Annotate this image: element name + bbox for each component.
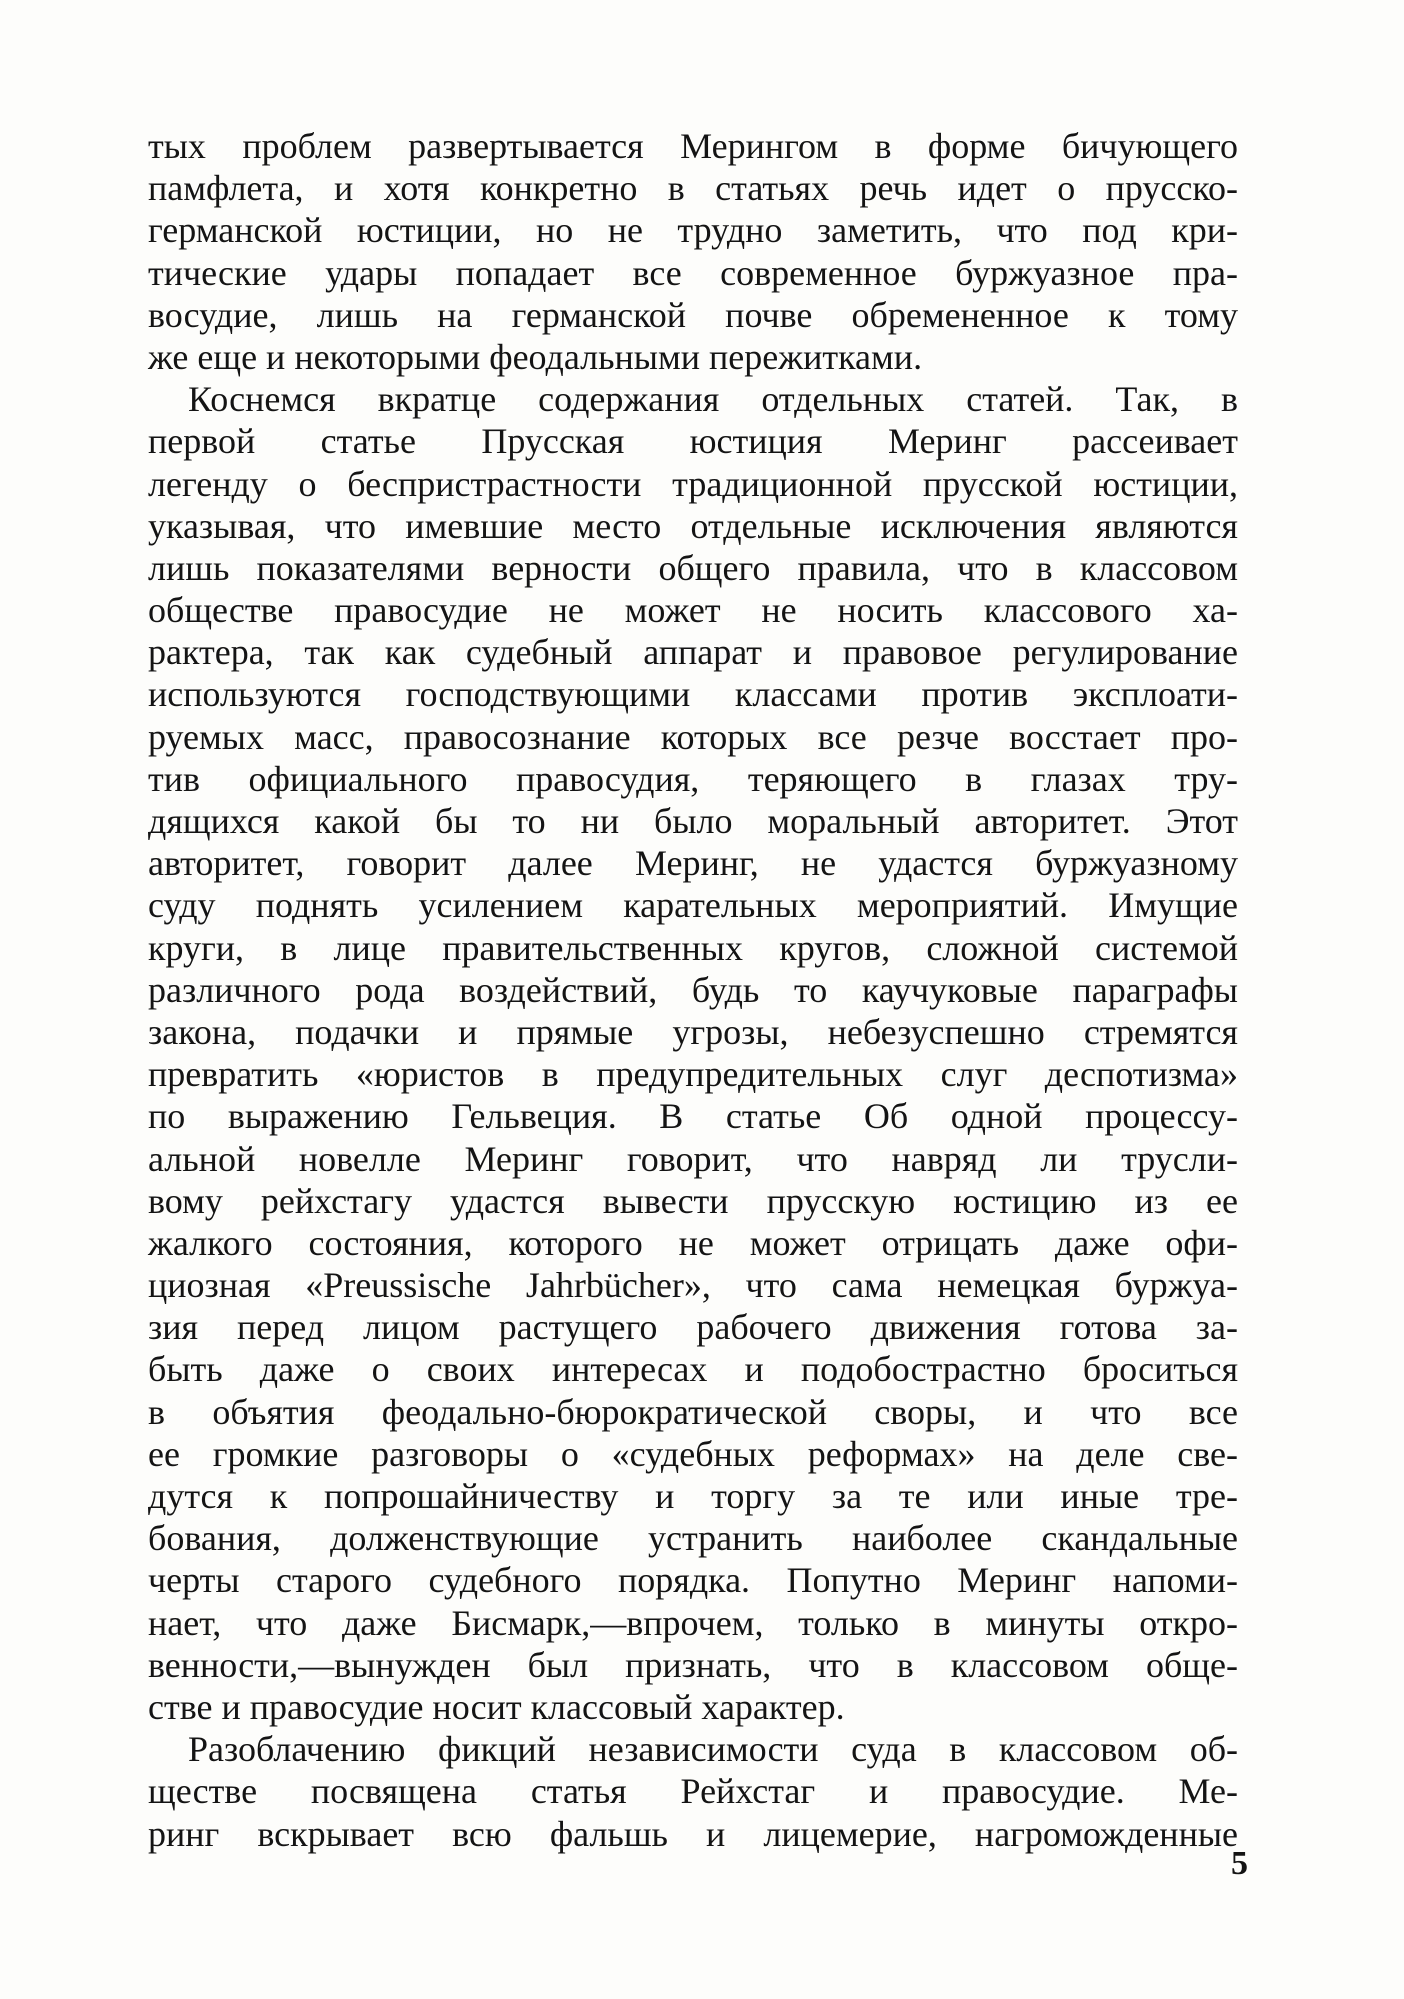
text-line: ринг вскрывает всю фальшь и лицемерие, нагроможденные bbox=[148, 1813, 1238, 1854]
text-line: бования, долженствующие устранить наиболее скандальные bbox=[148, 1518, 1238, 1559]
body-text bbox=[148, 125, 1238, 1855]
text-line: циозная «Preussische Jahrbücher», что сама немецкая буржуа- bbox=[148, 1265, 1238, 1306]
text-line: дящихся какой бы то ни было моральный авторитет. Этот bbox=[148, 801, 1238, 841]
text-line: различного рода воздействий, будь то каучуковые параграфы bbox=[148, 969, 1238, 1010]
text-line: зия перед лицом растущего рабочего движения готова за- bbox=[148, 1307, 1238, 1348]
text-line: ее громкие разговоры о «судебных реформах» на деле све- bbox=[148, 1433, 1238, 1474]
text-line: жалкого состояния, которого не может отрицать даже офи- bbox=[148, 1222, 1238, 1263]
text-line: Разоблачению фикций независимости суда в классовом об- bbox=[188, 1729, 1238, 1770]
text-line: по выражению Гельвеция. В статье Об одной процессу- bbox=[148, 1096, 1238, 1137]
page-number: 5 bbox=[1231, 1845, 1248, 1882]
text-line: Коснемся вкратце содержания отдельных статей. Так, в bbox=[188, 379, 1238, 420]
text-line: черты старого судебного порядка. Попутно Меринг напоми- bbox=[148, 1560, 1238, 1601]
text-line: вому рейхстагу удастся вывести прусскую юстицию из ее bbox=[148, 1180, 1238, 1221]
text-line: нает, что даже Бисмарк,—впрочем, только в минуты откро- bbox=[148, 1602, 1238, 1643]
text-line: в объятия феодально-бюрократической своры, и что все bbox=[148, 1391, 1238, 1432]
text-line: первой статье Прусская юстиция Меринг рассеивает bbox=[148, 421, 1238, 462]
text-line: рактера, так как судебный аппарат и правовое регулирование bbox=[148, 632, 1238, 673]
text-line: суду поднять усилением карательных мероприятий. Имущие bbox=[148, 885, 1238, 926]
text-line: закона, подачки и прямые угрозы, небезуспешно стремятся bbox=[148, 1011, 1238, 1052]
text-line: круги, в лице правительственных кругов, сложной системой bbox=[148, 927, 1238, 968]
text-line: указывая, что имевшие место отдельные исключения являются bbox=[148, 505, 1238, 546]
text-line: стве и правосудие носит классовый характер. bbox=[148, 1686, 845, 1727]
text-line: лишь показателями верности общего правила, что в классовом bbox=[148, 547, 1238, 588]
text-line: используются господствующими классами против эксплоати- bbox=[148, 674, 1238, 715]
text-line: легенду о беспристрастности традиционной прусской юстиции, bbox=[148, 463, 1238, 504]
text-line: ществе посвящена статья Рейхстаг и правосудие. Ме- bbox=[148, 1771, 1238, 1812]
text-line: восудие, лишь на германской почве обремененное к тому bbox=[148, 294, 1238, 335]
text-line: тых проблем развертывается Мерингом в форме бичующего bbox=[148, 126, 1238, 166]
text-line: германской юстиции, но не трудно заметить, что под кри- bbox=[148, 210, 1238, 251]
text-line: альной новелле Меринг говорит, что навряд ли трусли- bbox=[148, 1138, 1238, 1179]
text-line: тив официального правосудия, теряющего в глазах тру- bbox=[148, 758, 1238, 799]
text-line: авторитет, говорит далее Меринг, не удастся буржуазному bbox=[148, 843, 1238, 884]
text-line: быть даже о своих интересах и подобострастно броситься bbox=[148, 1349, 1238, 1390]
text-line: венности,—вынужден был признать, что в классовом обще- bbox=[148, 1644, 1238, 1685]
text-line: руемых масс, правосознание которых все резче восстает про- bbox=[148, 716, 1238, 757]
text-line: обществе правосудие не может не носить классового ха- bbox=[148, 590, 1238, 631]
text-line: же еще и некоторыми феодальными пережитками. bbox=[148, 336, 923, 377]
text-line: дутся к попрошайничеству и торгу за те или иные тре- bbox=[148, 1476, 1238, 1516]
text-line: превратить «юристов в предупредительных слуг деспотизма» bbox=[148, 1054, 1238, 1095]
text-line: тические удары попадает все современное буржуазное пра- bbox=[148, 252, 1238, 293]
text-line: памфлета, и хотя конкретно в статьях речь идет о прусско- bbox=[148, 168, 1238, 209]
